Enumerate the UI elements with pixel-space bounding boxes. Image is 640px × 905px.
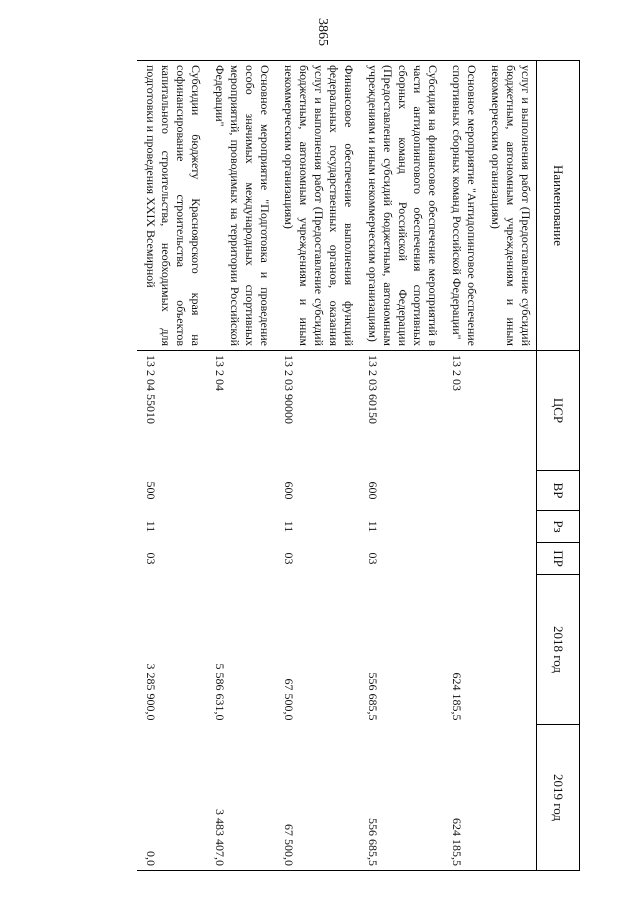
rotated-table-container	[40, 60, 580, 870]
row-csr: 13 2 03 60150	[366, 355, 380, 424]
row-2018: 624 185,5	[450, 672, 464, 721]
row-name: Субсидия на финансовое обеспечение мероприятий в части антидопингового обеспечения спортивных сборных команд Российской Федерации (Предоставление субсидий бюджетным, автономным учреждениям и иным некоммерческим организациям)	[359, 61, 443, 351]
row-vr: 600	[366, 481, 380, 500]
header-name: Наименование	[537, 61, 580, 351]
row-pr: 03	[282, 552, 296, 565]
row-2019: 3 483 407,0	[206, 725, 275, 871]
header-csr: ЦСР	[537, 351, 580, 471]
header-vr: ВР	[537, 471, 580, 511]
row-2019: 0,0	[137, 725, 206, 871]
header-2018: 2018 год	[537, 575, 580, 725]
table-row	[206, 61, 275, 871]
row-pr	[482, 543, 537, 575]
row-rz	[206, 511, 275, 543]
table-row	[443, 61, 482, 871]
row-name: Финансовое обеспечение выполнения функций федеральных государственных органов, оказания услуг и выполнения работ (Предоставление субсидий бюджетным, автономным учреждениям и иным некоммерческим организациям)	[275, 61, 359, 351]
row-vr: 500	[144, 481, 158, 500]
row-rz: 11	[282, 520, 296, 533]
table-row	[482, 61, 537, 871]
row-csr: 13 2 04 55010	[144, 355, 158, 424]
row-csr: 13 2 03 90000	[282, 355, 296, 424]
row-name: услуг и выполнения работ (Предоставление субсидий бюджетным, автономным учреждениям и иным некоммерческим организациям)	[482, 61, 537, 351]
row-pr	[443, 543, 482, 575]
row-2019: 624 185,5	[443, 725, 482, 871]
rotated-page-area	[40, 60, 580, 870]
header-pr: ПР	[537, 543, 580, 575]
page-number: 3865	[315, 18, 330, 46]
row-vr	[482, 471, 537, 511]
table-row	[359, 61, 443, 871]
row-2018: 3 285 900,0	[144, 663, 158, 721]
row-name: Основное мероприятие "Антидопинговое обеспечение спортивных сборных команд Российской Федерации"	[443, 61, 482, 351]
table-row	[137, 61, 206, 871]
row-2018: 67 500,0	[282, 678, 296, 721]
row-2018	[482, 575, 537, 725]
row-csr: 13 2 03	[450, 355, 464, 391]
row-rz	[482, 511, 537, 543]
header-2019: 2019 год	[537, 725, 580, 871]
header-rz: Рз	[537, 511, 580, 543]
row-vr	[443, 471, 482, 511]
row-vr	[206, 471, 275, 511]
table-row	[275, 61, 359, 871]
row-2018: 556 685,5	[366, 672, 380, 721]
row-rz: 11	[366, 520, 380, 533]
row-csr	[482, 351, 537, 471]
row-rz	[443, 511, 482, 543]
row-vr: 600	[282, 481, 296, 500]
row-name: Субсидии бюджету Красноярского края на софинансирование строительства объектов капитального строительства, необходимых для подготовки и проведения XXIX Всемирной	[137, 61, 206, 351]
row-rz: 11	[144, 520, 158, 533]
budget-table	[137, 60, 580, 871]
row-pr: 03	[366, 552, 380, 565]
row-2018: 5 586 631,0	[213, 663, 227, 721]
row-2019	[482, 725, 537, 871]
table-header-row	[537, 61, 580, 871]
row-pr	[206, 543, 275, 575]
row-csr: 13 2 04	[213, 355, 227, 391]
row-2019: 67 500,0	[275, 725, 359, 871]
row-name: Основное мероприятие "Подготовка и проведение особо значимых международных спортивных мероприятий, проводимых на территории Российской Федерации"	[206, 61, 275, 351]
row-2019: 556 685,5	[359, 725, 443, 871]
row-pr: 03	[144, 552, 158, 565]
